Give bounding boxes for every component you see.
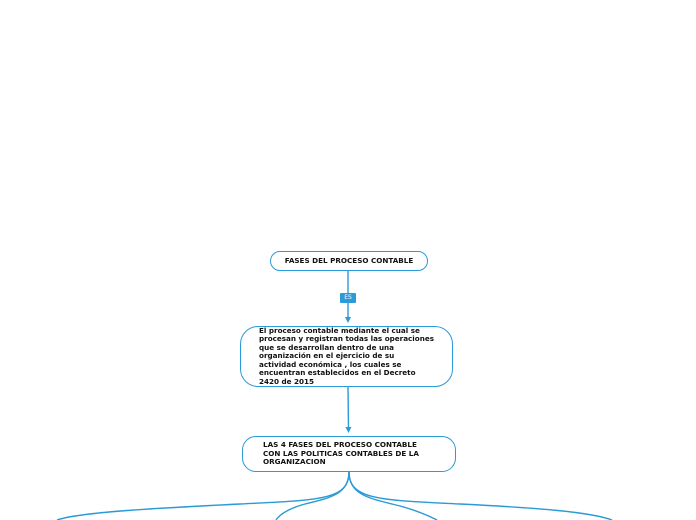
- title-node-text: FASES DEL PROCESO CONTABLE: [284, 255, 414, 265]
- title-node[interactable]: [270, 251, 428, 271]
- definition-node-text: El proceso contable mediante el cual se procesan y registran todas las operaciones que se desarrollan dentro de una organización en el ejercicio de su actividad económica , los cuales se encuentran establecidos en el Decreto 2420 de 2015: [259, 326, 434, 386]
- branch-connector-mid-right: [349, 472, 437, 520]
- definition-node[interactable]: [240, 326, 453, 387]
- link-label-es[interactable]: ES: [340, 293, 356, 303]
- phases-node[interactable]: [242, 436, 456, 472]
- branch-connector-far-right: [349, 472, 612, 520]
- branch-connector-far-left: [57, 472, 349, 520]
- connector-definition-to-phases: [348, 387, 349, 430]
- branch-connector-mid-left: [276, 472, 349, 520]
- phases-node-text: LAS 4 FASES DEL PROCESO CONTABLE CON LAS POLITICAS CONTABLES DE LA ORGANIZACION: [263, 440, 419, 467]
